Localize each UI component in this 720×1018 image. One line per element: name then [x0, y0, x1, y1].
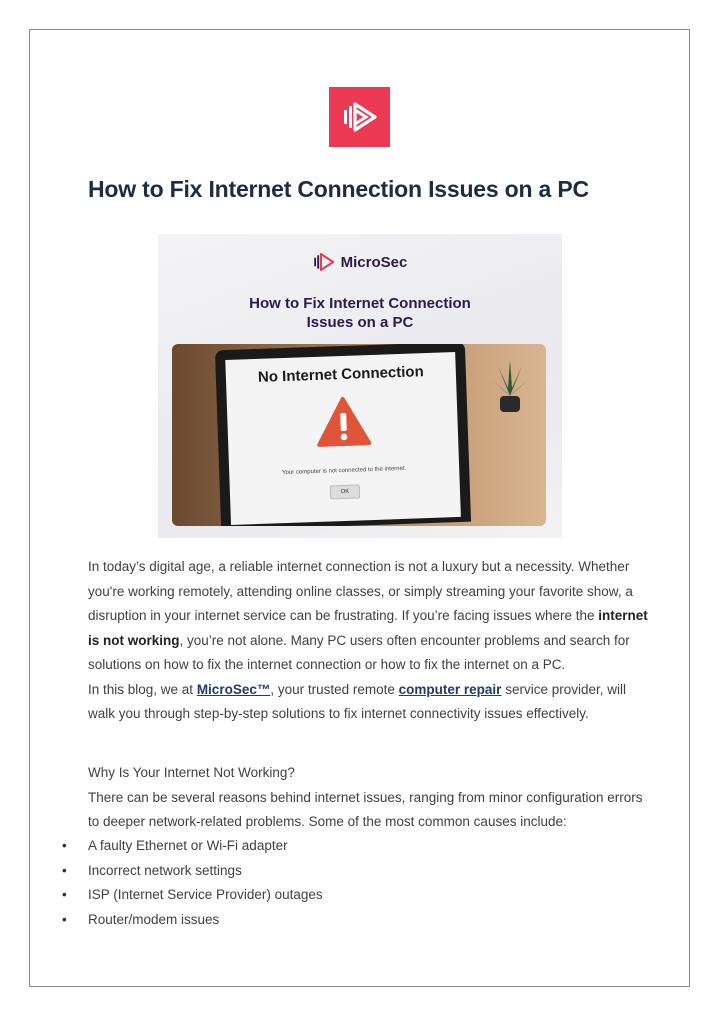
intro-p1-text-a: In today’s digital age, a reliable internet connection is not a luxury but a necessity. Whether you're working remotely, attending online classes, or simply streaming your favorite show, a disruption in your internet service can be frustrating. If you’re facing issues where the	[88, 559, 633, 623]
plant-icon	[490, 354, 530, 414]
laptop	[215, 344, 471, 526]
microsec-link[interactable]: MicroSec™	[196, 681, 271, 697]
computer-repair-link[interactable]: computer repair	[398, 681, 502, 697]
microsec-logo-icon	[329, 87, 390, 147]
section-heading: Why Is Your Internet Not Working?	[88, 765, 295, 780]
list-item: • Incorrect network settings	[60, 859, 323, 884]
section-body: There can be several reasons behind internet issues, ranging from minor configuration errors to deeper network-related problems. Some of the most common causes include:	[88, 789, 643, 829]
intro-paragraph-1	[88, 555, 648, 678]
list-item: • A faulty Ethernet or Wi-Fi adapter	[60, 834, 323, 859]
list-item: • ISP (Internet Service Provider) outages	[60, 883, 323, 908]
hero-heading-line1: How to Fix Internet Connection	[249, 295, 471, 312]
screen-ok-button: OK	[330, 484, 360, 499]
hero-image	[158, 234, 562, 538]
list-item: • Router/modem issues	[60, 908, 323, 933]
hero-brand	[158, 252, 562, 272]
screen-title: No Internet Connection	[257, 363, 425, 386]
intro-text	[88, 555, 648, 727]
screen-message: Your computer is not connected to the internet.	[282, 465, 407, 477]
hero-heading-line2: Issues on a PC	[306, 314, 414, 331]
causes-section	[88, 761, 648, 835]
intro-paragraph-2	[88, 678, 648, 727]
hero-heading	[158, 294, 562, 332]
laptop-screen	[225, 352, 461, 525]
intro-p1-text-b: , you’re not alone. Many PC users often encounter problems and search for solutions on how to fix the internet connection or how to fix the internet on a PC.	[88, 632, 630, 672]
intro-p2-text-b: , your trusted remote	[270, 681, 399, 697]
microsec-logo-icon	[313, 252, 335, 272]
warning-icon	[315, 395, 373, 449]
hero-photo	[172, 344, 546, 526]
intro-p2-text-c: service provider, will walk you through step-by-step solutions to fix internet connectivity issues effectively.	[88, 681, 626, 721]
hero-brand-name: MicroSec	[340, 253, 408, 271]
internet-not-working-bold: internet is not working	[88, 608, 648, 648]
causes-list	[60, 834, 323, 932]
intro-p2-text-a: In this blog, we at	[88, 681, 197, 697]
page-title: How to Fix Internet Connection Issues on a PC	[88, 176, 589, 202]
